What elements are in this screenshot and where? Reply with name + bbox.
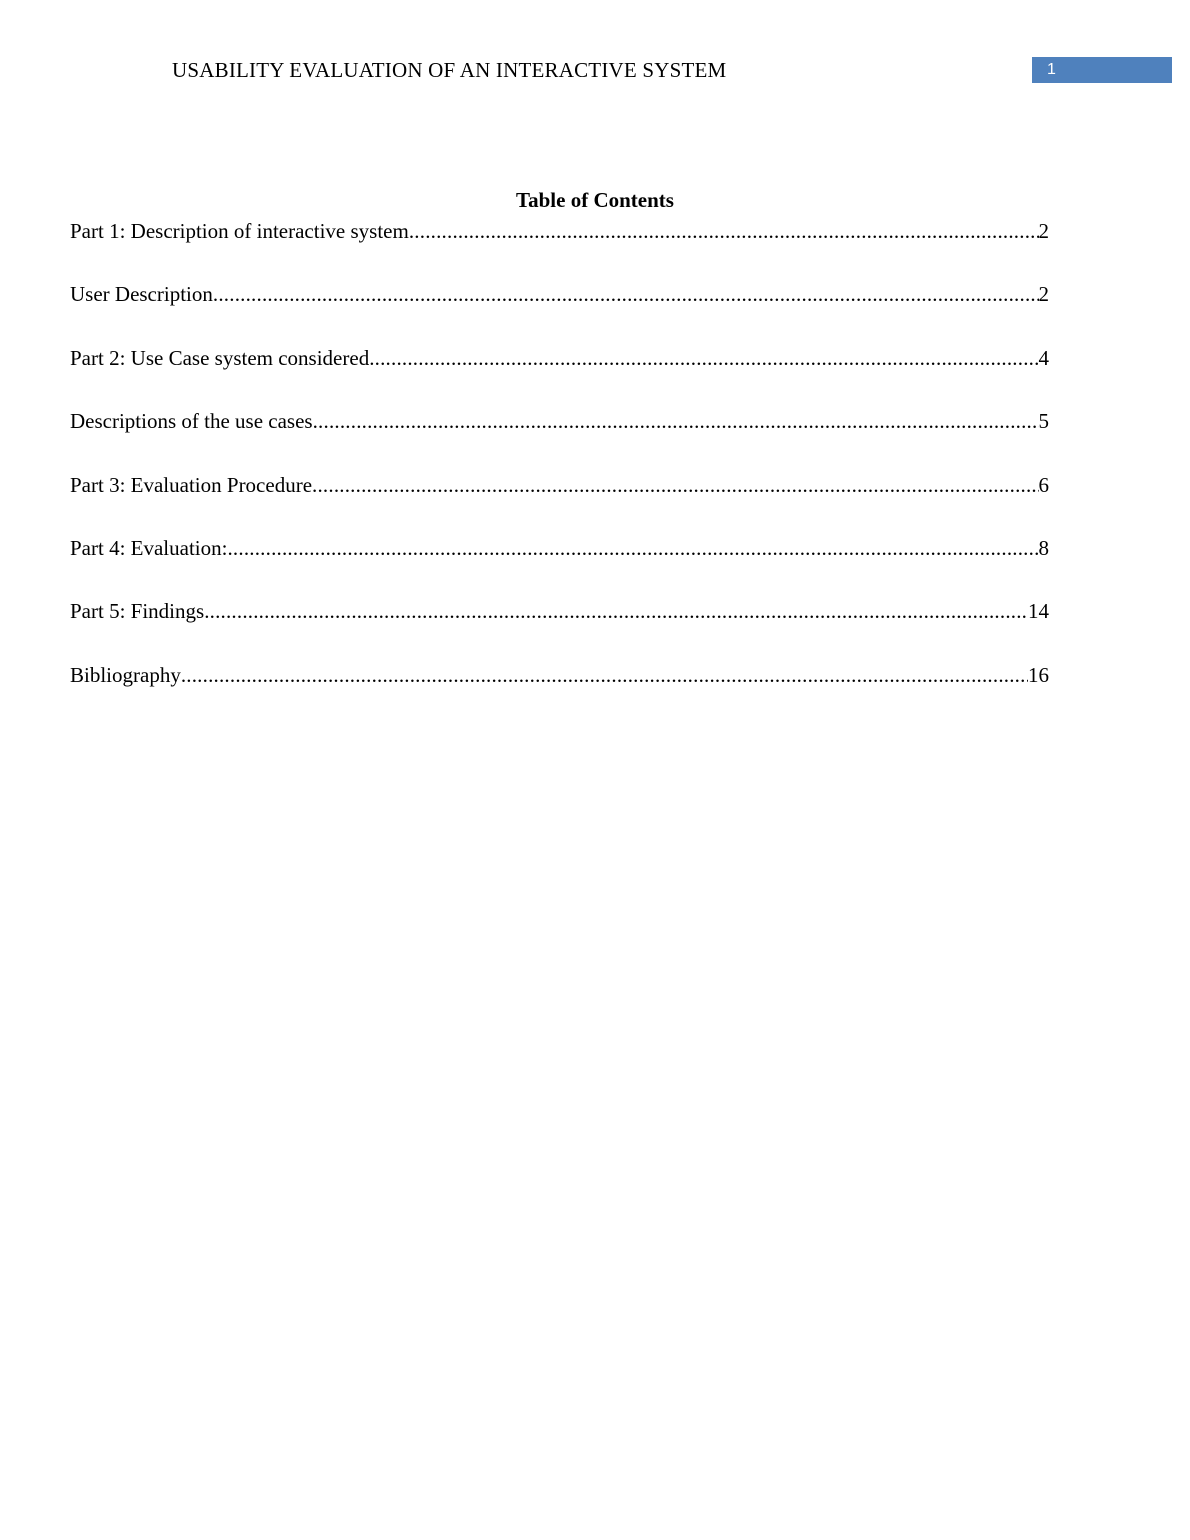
toc-dot-leader [213,280,1039,308]
toc-entry-text: Part 5: Findings [70,599,205,624]
toc-entry[interactable] [70,280,1049,343]
toc-entry[interactable] [70,661,1049,724]
running-header-title: USABILITY EVALUATION OF AN INTERACTIVE SYSTEM [172,58,727,82]
toc-entry-page: 2 [1038,282,1049,307]
toc-entry[interactable] [70,534,1049,597]
toc-dot-leader [369,344,1038,372]
toc-dot-leader [409,217,1039,245]
toc-entry-page: 14 [1028,599,1049,624]
toc-dot-leader [227,534,1038,562]
page-number: 1 [1047,61,1056,78]
toc-entry[interactable] [70,407,1049,470]
toc-dot-leader [313,407,1039,435]
toc-entry-text: Bibliography [70,662,181,687]
toc-heading: Table of Contents [516,188,674,212]
toc-entry-text: User Description [70,282,213,307]
toc-entry-text: Descriptions of the use cases [70,409,313,434]
toc-entry[interactable] [70,217,1049,280]
toc-entry-text: Part 2: Use Case system considered [70,345,370,370]
toc-entry-text: Part 3: Evaluation Procedure [70,472,313,497]
toc-entry-text: Part 1: Description of interactive system [70,219,409,243]
toc-entry[interactable] [70,471,1049,534]
toc-entry-page: 16 [1028,662,1049,687]
toc-entry[interactable] [70,597,1049,660]
toc-list [70,217,1049,724]
toc-dot-leader [204,597,1028,625]
toc-entry-page: 4 [1038,345,1049,370]
toc-entry-page: 5 [1038,409,1049,434]
toc-entry[interactable] [70,344,1049,407]
page-number-badge [1032,57,1172,83]
toc-entry-text: Part 4: Evaluation: [70,535,228,560]
toc-entry-page: 8 [1038,535,1049,560]
toc-entry-page: 2 [1038,219,1049,243]
toc-dot-leader [312,471,1038,499]
toc-entry-page: 6 [1038,472,1049,497]
toc-dot-leader [181,661,1028,689]
